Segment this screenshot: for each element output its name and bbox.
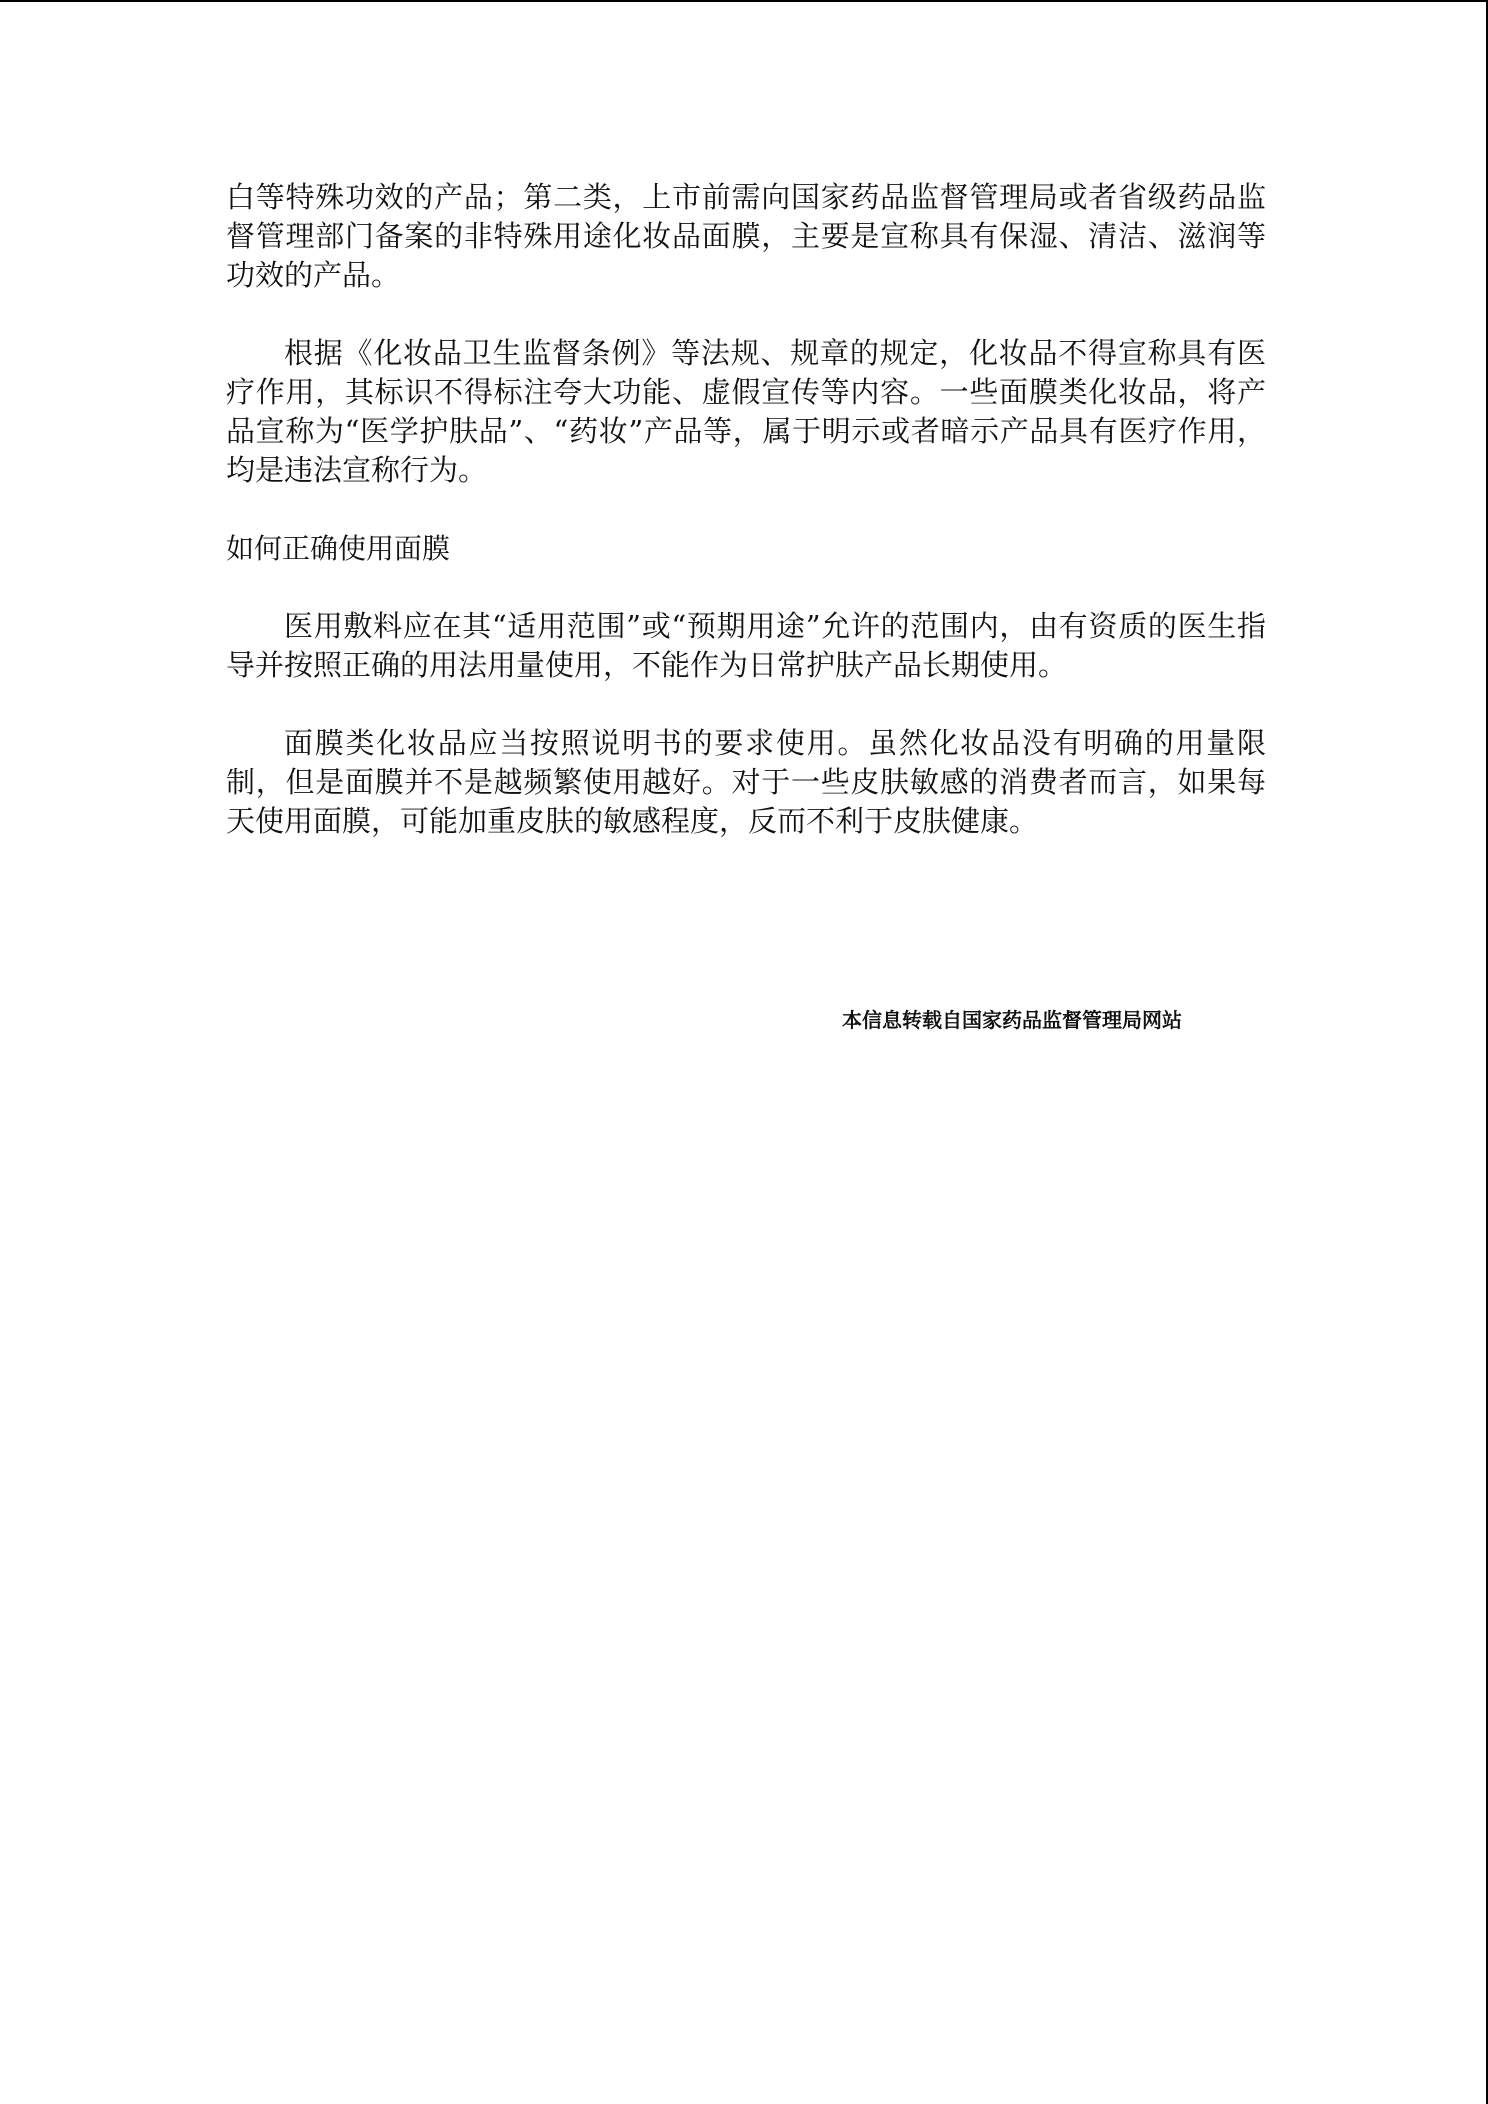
paragraph-continued: 白等特殊功效的产品；第二类，上市前需向国家药品监督管理局或者省级药品监督管理部门备案的非特殊用途化妆品面膜，主要是宣称具有保湿、清洁、滋润等功效的产品。 xyxy=(226,180,1266,292)
paragraph-regulations: 根据《化妆品卫生监督条例》等法规、规章的规定，化妆品不得宣称具有医疗作用，其标识不得标注夸大功能、虚假宣传等内容。一些面膜类化妆品，将产品宣称为“医学护肤品”、“药妆”产品等，属于明示或者暗示产品具有医疗作用，均是违法宣称行为。 xyxy=(226,336,1266,487)
section-heading: 如何正确使用面膜 xyxy=(226,532,451,565)
document-body xyxy=(226,178,1266,880)
paragraph-usage-guidance: 面膜类化妆品应当按照说明书的要求使用。虽然化妆品没有明确的用量限制，但是面膜并不是越频繁使用越好。对于一些皮肤敏感的消费者而言，如果每天使用面膜，可能加重皮肤的敏感程度，反而不利于皮肤健康。 xyxy=(226,726,1266,838)
page-border-top xyxy=(0,0,1488,2)
source-note: 本信息转载自国家药品监督管理局网站 xyxy=(842,1008,1182,1032)
paragraph-medical-dressing: 医用敷料应在其“适用范围”或“预期用途”允许的范围内，由有资质的医生指导并按照正确的用法用量使用，不能作为日常护肤产品长期使用。 xyxy=(226,609,1266,682)
